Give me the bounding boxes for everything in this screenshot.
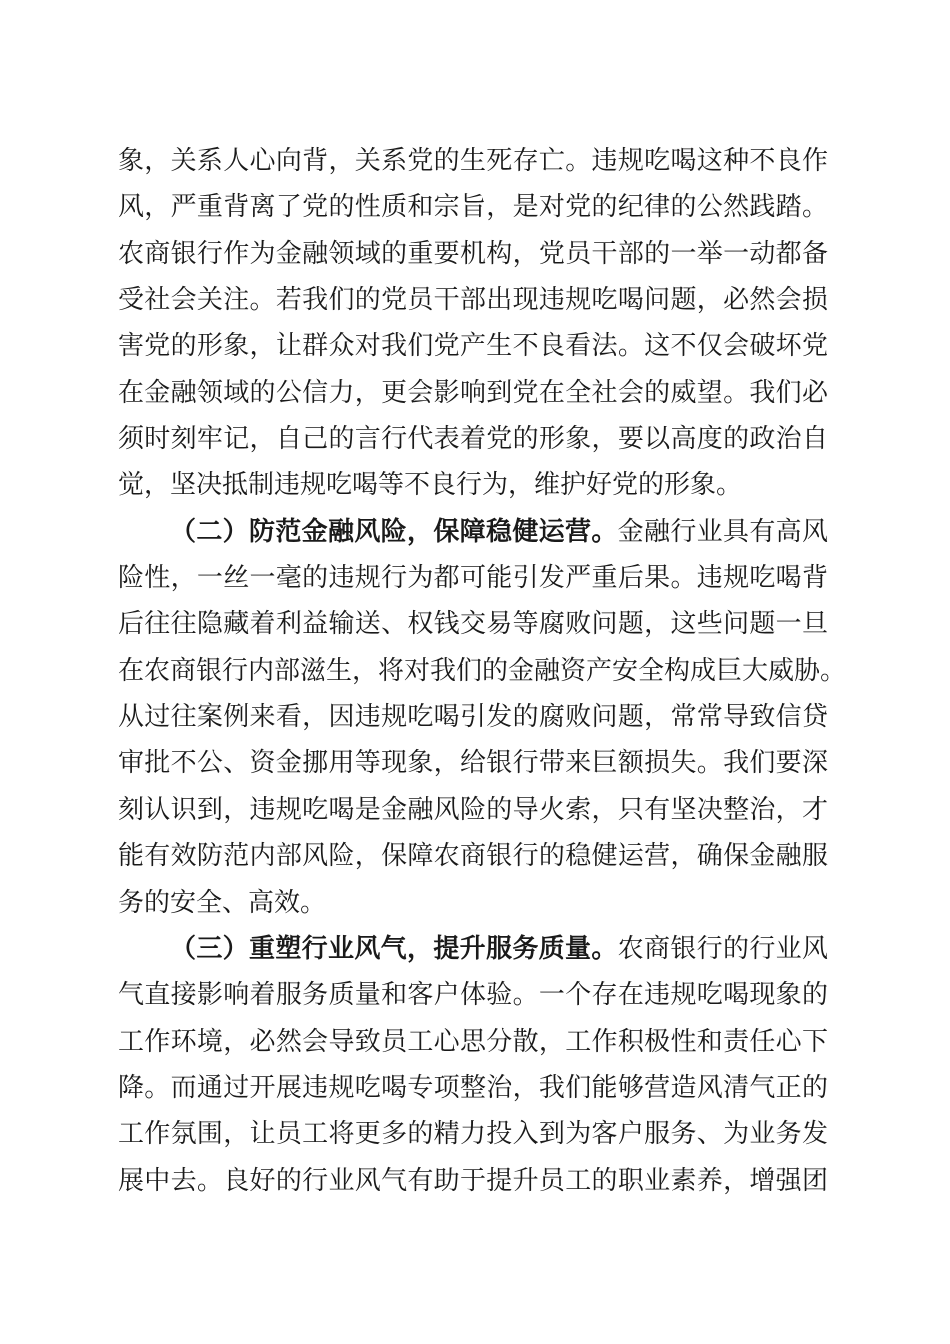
text-line: 须时刻牢记，自己的言行代表着党的形象，要以高度的政治自 xyxy=(118,424,828,455)
section-text: 金融行业具有高风 xyxy=(617,516,828,547)
text-line: 工作环境，必然会导致员工心思分散，工作积极性和责任心下 xyxy=(118,1026,828,1057)
section-heading-3: （三）重塑行业风气，提升服务质量。 xyxy=(170,933,618,964)
text-line: 农商银行作为金融领域的重要机构，党员干部的一举一动都备 xyxy=(118,238,828,269)
text-line: 降。而通过开展违规吃喝专项整治，我们能够营造风清气正的 xyxy=(118,1072,828,1103)
text-line: 在农商银行内部滋生，将对我们的金融资产安全构成巨大威胁。 xyxy=(118,655,847,686)
text-line: 气直接影响着服务质量和客户体验。一个存在违规吃喝现象的 xyxy=(118,980,828,1011)
text-line: 象，关系人心向背，关系党的生死存亡。违规吃喝这种不良作 xyxy=(118,146,828,176)
text-line: 险性，一丝一毫的违规行为都可能引发严重后果。违规吃喝背 xyxy=(118,563,828,594)
text-line: 受社会关注。若我们的党员干部出现违规吃喝问题，必然会损 xyxy=(118,285,828,316)
text-line: 在金融领域的公信力，更会影响到党在全社会的威望。我们必 xyxy=(118,377,828,408)
text-line: 从过往案例来看，因违规吃喝引发的腐败问题，常常导致信贷 xyxy=(118,702,828,733)
text-line: 能有效防范内部风险，保障农商银行的稳健运营，确保金融服 xyxy=(118,841,828,872)
text-line: 展中去。良好的行业风气有助于提升员工的职业素养，增强团 xyxy=(118,1165,828,1196)
text-line: 刻认识到，违规吃喝是金融风险的导火索，只有坚决整治，才 xyxy=(118,794,828,825)
text-line: 觉，坚决抵制违规吃喝等不良行为，维护好党的形象。 xyxy=(118,470,743,501)
section-line xyxy=(118,926,828,972)
text-line: 后往往隐藏着利益输送、权钱交易等腐败问题，这些问题一旦 xyxy=(118,609,828,640)
section-text: 农商银行的行业风 xyxy=(617,933,828,964)
text-line: 工作氛围，让员工将更多的精力投入到为客户服务、为业务发 xyxy=(118,1119,828,1150)
text-line: 务的安全、高效。 xyxy=(118,887,327,918)
section-line xyxy=(118,509,828,555)
section-heading-2: （二）防范金融风险，保障稳健运营。 xyxy=(170,516,618,547)
text-line: 害党的形象，让群众对我们党产生不良看法。这不仅会破坏党 xyxy=(118,331,828,362)
text-line: 审批不公、资金挪用等现象，给银行带来巨额损失。我们要深 xyxy=(118,748,828,779)
text-line: 风，严重背离了党的性质和宗旨，是对党的纪律的公然践踏。 xyxy=(118,192,828,223)
document-body xyxy=(118,138,847,1204)
